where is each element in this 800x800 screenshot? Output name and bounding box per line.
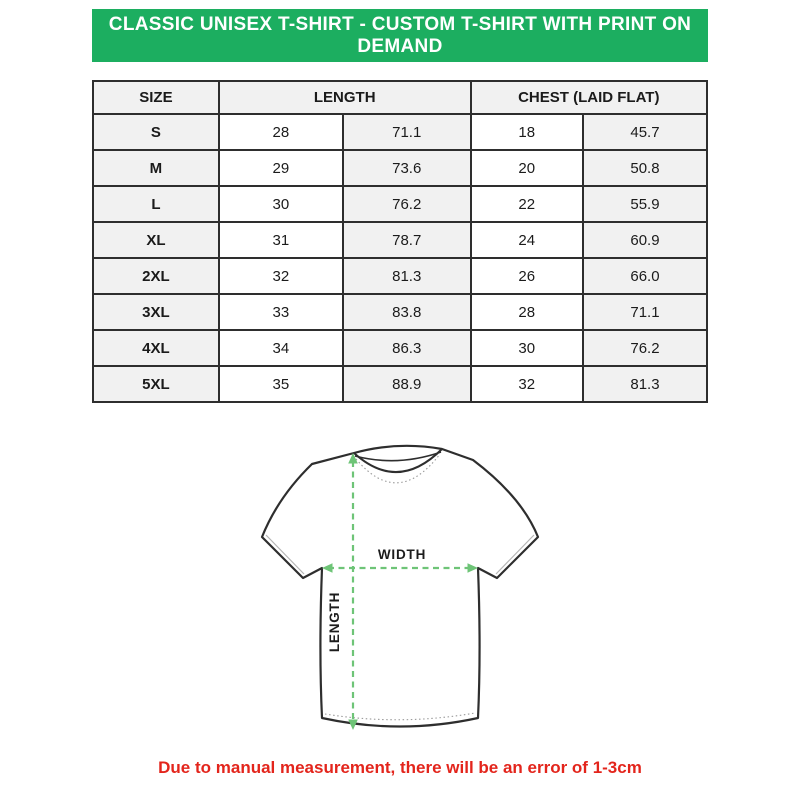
chest-cm-cell: 76.2 <box>583 330 707 366</box>
length-cm-cell: 71.1 <box>343 114 471 150</box>
size-cell: 4XL <box>93 330 219 366</box>
size-cell: XL <box>93 222 219 258</box>
table-header-row <box>93 81 707 114</box>
title-banner <box>92 9 708 62</box>
length-in-cell: 32 <box>219 258 343 294</box>
length-label: LENGTH <box>327 591 342 653</box>
size-chart-table <box>92 80 708 403</box>
table-row <box>93 150 707 186</box>
chest-in-cell: 26 <box>471 258 583 294</box>
length-cm-cell: 76.2 <box>343 186 471 222</box>
length-in-cell: 34 <box>219 330 343 366</box>
size-cell: 3XL <box>93 294 219 330</box>
length-in-cell: 31 <box>219 222 343 258</box>
table-row <box>93 114 707 150</box>
table-row <box>93 222 707 258</box>
table-row <box>93 366 707 402</box>
length-in-cell: 35 <box>219 366 343 402</box>
length-in-cell: 28 <box>219 114 343 150</box>
chest-cm-cell: 71.1 <box>583 294 707 330</box>
chest-in-cell: 28 <box>471 294 583 330</box>
chest-in-cell: 20 <box>471 150 583 186</box>
chest-in-cell: 22 <box>471 186 583 222</box>
chest-in-cell: 24 <box>471 222 583 258</box>
size-cell: M <box>93 150 219 186</box>
header-size: SIZE <box>93 81 219 114</box>
header-length: LENGTH <box>219 81 471 114</box>
chest-in-cell: 18 <box>471 114 583 150</box>
chest-cm-cell: 45.7 <box>583 114 707 150</box>
chest-cm-cell: 60.9 <box>583 222 707 258</box>
length-cm-cell: 78.7 <box>343 222 471 258</box>
size-cell: S <box>93 114 219 150</box>
tshirt-outline <box>262 446 538 727</box>
tshirt-measurement-diagram <box>240 425 560 765</box>
length-cm-cell: 88.9 <box>343 366 471 402</box>
width-label: WIDTH <box>377 547 427 562</box>
header-chest: CHEST (LAID FLAT) <box>471 81 707 114</box>
chest-cm-cell: 66.0 <box>583 258 707 294</box>
chest-in-cell: 32 <box>471 366 583 402</box>
length-in-cell: 30 <box>219 186 343 222</box>
chest-cm-cell: 50.8 <box>583 150 707 186</box>
table-row <box>93 330 707 366</box>
length-in-cell: 29 <box>219 150 343 186</box>
size-cell: 2XL <box>93 258 219 294</box>
length-cm-cell: 81.3 <box>343 258 471 294</box>
length-cm-cell: 86.3 <box>343 330 471 366</box>
measurement-error-note: Due to manual measurement, there will be an error of 1-3cm <box>158 758 642 777</box>
length-in-cell: 33 <box>219 294 343 330</box>
size-cell: L <box>93 186 219 222</box>
chest-cm-cell: 55.9 <box>583 186 707 222</box>
length-cm-cell: 73.6 <box>343 150 471 186</box>
table-row <box>93 294 707 330</box>
table-row <box>93 258 707 294</box>
size-cell: 5XL <box>93 366 219 402</box>
length-cm-cell: 83.8 <box>343 294 471 330</box>
chest-in-cell: 30 <box>471 330 583 366</box>
table-row <box>93 186 707 222</box>
page-title: CLASSIC UNISEX T-SHIRT - CUSTOM T-SHIRT WITH PRINT ON DEMAND <box>108 13 692 57</box>
chest-cm-cell: 81.3 <box>583 366 707 402</box>
